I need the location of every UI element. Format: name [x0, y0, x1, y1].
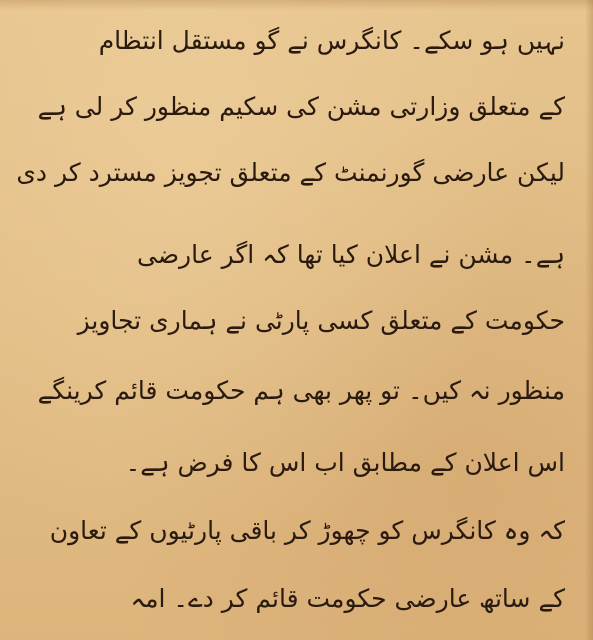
text-line-4: ہے۔ مشن نے اعلان کیا تھا کہ اگر عارضی — [136, 240, 565, 269]
text-line-7: اس اعلان کے مطابق اب اس کا فرض ہے۔ — [125, 448, 565, 477]
text-line-3: لیکن عارضی گورنمنٹ کے متعلق تجویز مسترد کر دی — [16, 158, 565, 187]
text-line-1: نہیں ہو سکے۔ کانگرس نے گو مستقل انتظام — [98, 26, 565, 55]
text-line-8: کہ وہ کانگرس کو چھوڑ کر باقی پارٹیوں کے تعاون — [49, 516, 565, 545]
text-line-2: کے متعلق وزارتی مشن کی سکیم منظور کر لی ہے — [37, 92, 565, 121]
text-line-9: کے ساتھ عارضی حکومت قائم کر دے۔ امہ — [130, 584, 565, 613]
text-line-6: منظور نہ کیں۔ تو پھر بھی ہم حکومت قائم کرینگے — [37, 376, 565, 405]
paper-edge-top — [0, 0, 593, 10]
paper-edge-right — [585, 0, 593, 640]
text-line-5: حکومت کے متعلق کسی پارٹی نے ہماری تجاویز — [77, 306, 565, 335]
